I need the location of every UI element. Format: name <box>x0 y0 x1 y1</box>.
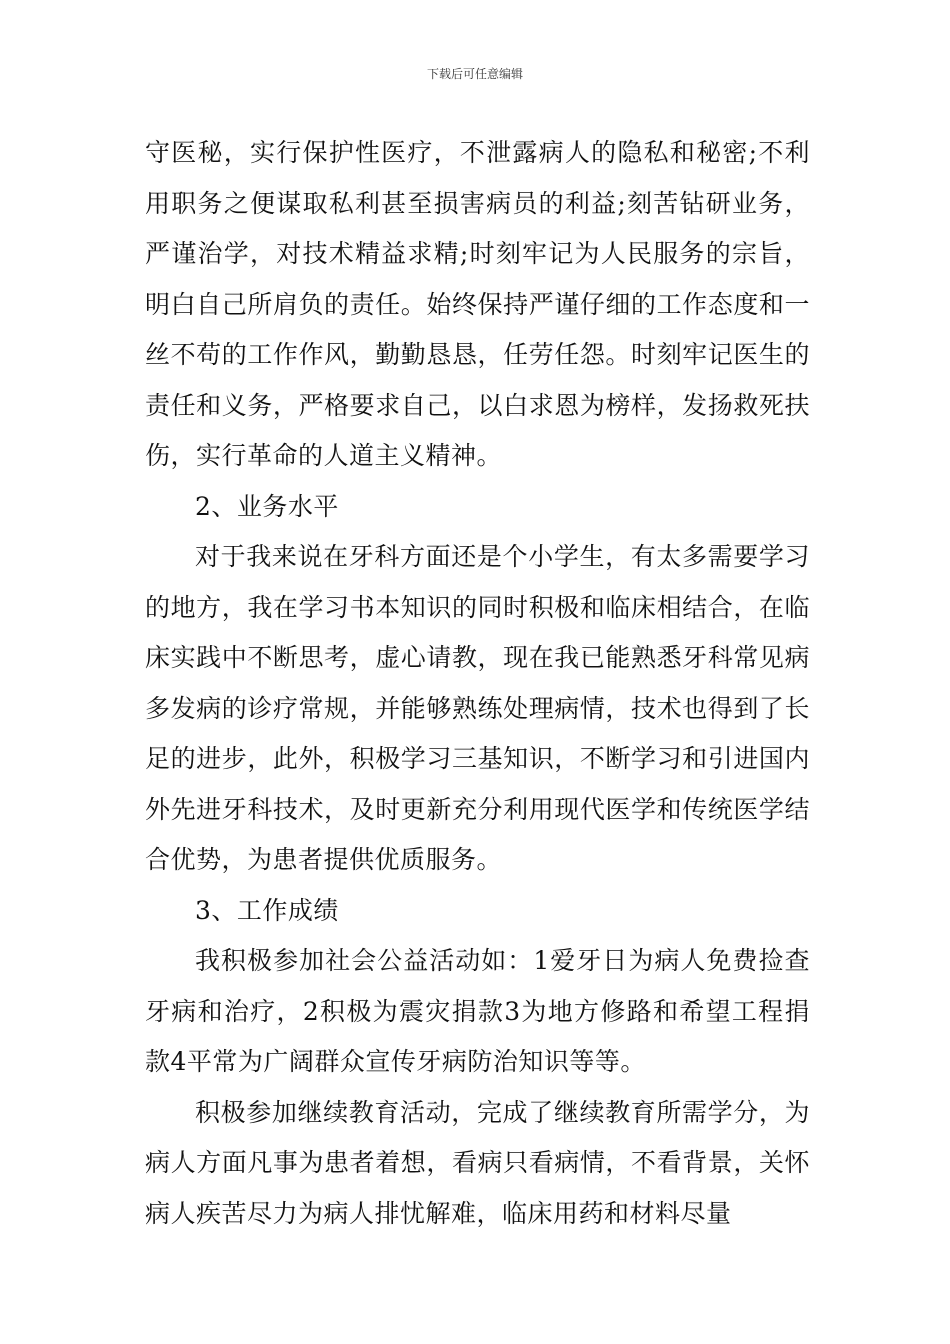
section-heading-professional-level: 2、业务水平 <box>195 491 339 521</box>
paragraph-public-welfare: 我积极参加社会公益活动如：1爱牙日为病人免费捡查牙病和治疗，2积极为震灾捐款3为地方修路和希望工程捐款4平常为广阔群众宣传牙病防治知识等等。 <box>145 946 810 1076</box>
paragraph-professional-level: 对于我来说在牙科方面还是个小学生，有太多需要学习的地方，我在学习书本知识的同时积极和临床相结合，在临床实践中不断思考，虚心请教，现在我已能熟悉牙科常见病多发病的诊疗常规，并能够熟练处理病情，技术也得到了长足的进步，此外，积极学习三基知识，不断学习和引进国内外先进牙科技术，及时更新充分利用现代医学和传统医学结合优势，为患者提供优质服务。 <box>145 542 810 874</box>
page-header: 下载后可任意编辑 <box>426 67 523 81</box>
document-body <box>145 128 810 1239</box>
paragraph-continuing-education: 积极参加继续教育活动，完成了继续教育所需学分，为病人方面凡事为患者着想，看病只看病情，不看背景，关怀病人疾苦尽力为病人排忧解难，临床用药和材料尽量 <box>145 1097 810 1228</box>
section-heading-work-achievements: 3、工作成绩 <box>195 895 339 925</box>
paragraph-ethics: 守医秘，实行保护性医疗，不泄露病人的隐私和秘密;不利用职务之便谋取私利甚至损害病员的利益;刻苦钻研业务，严谨治学，对技术精益求精;时刻牢记为人民服务的宗旨，明白自己所肩负的责任。始终保持严谨仔细的工作态度和一丝不苟的工作作风，勤勤恳恳，任劳任怨。时刻牢记医生的责任和义务，严格要求自己，以白求恩为榜样，发扬救死扶伤，实行革命的人道主义精神。 <box>145 138 810 470</box>
